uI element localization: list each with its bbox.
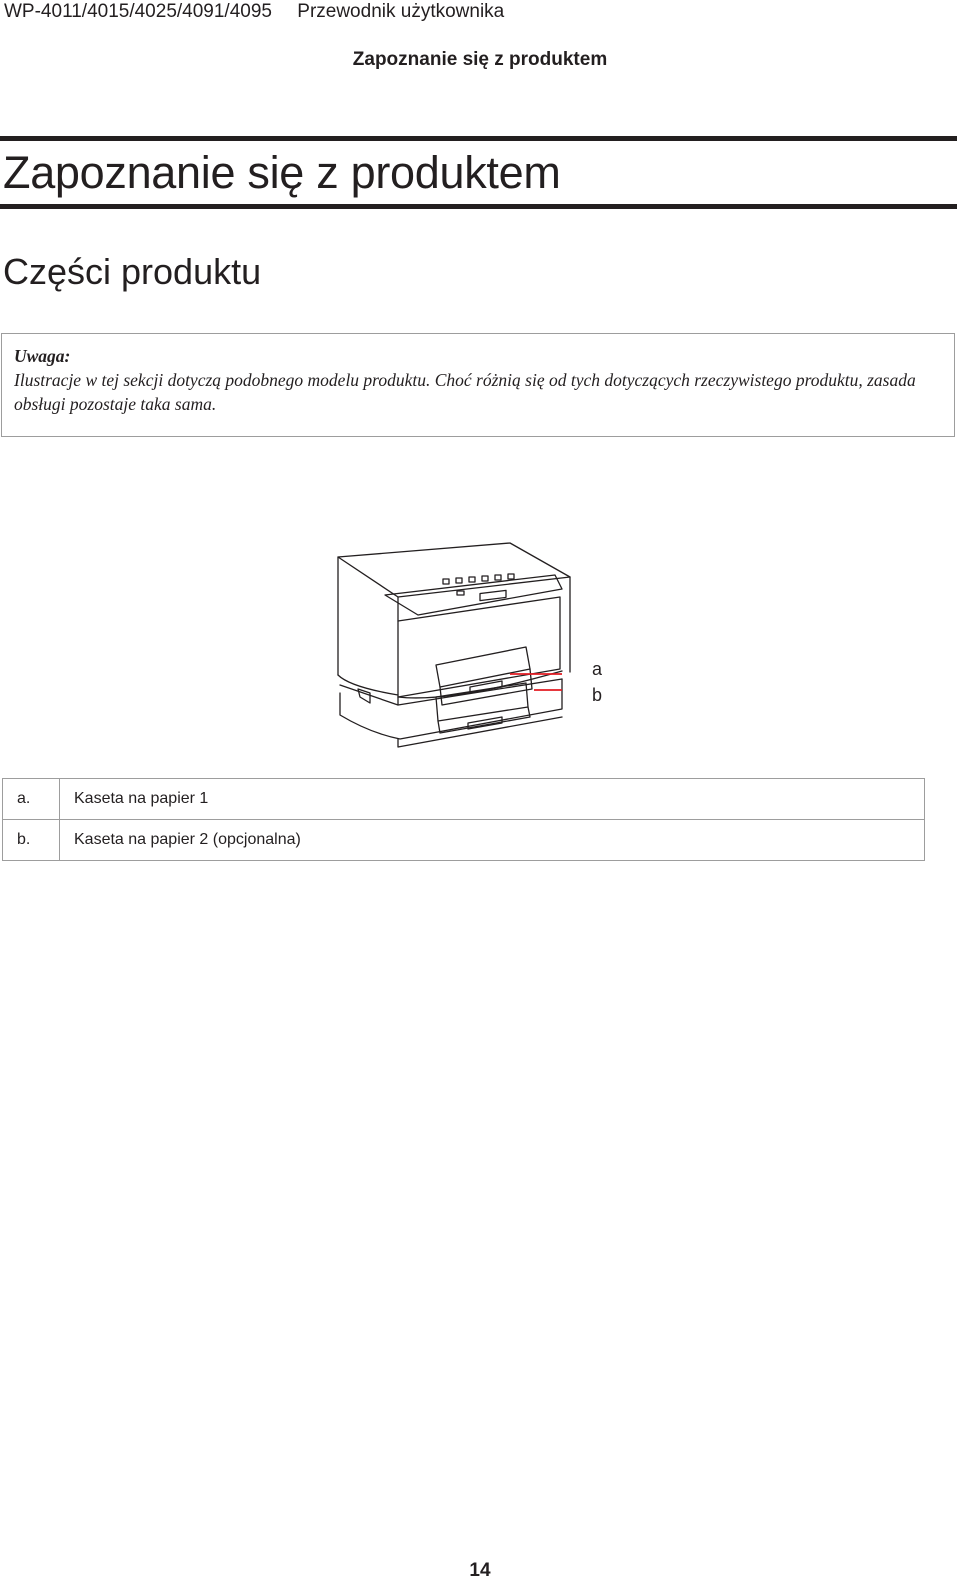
- page-number: 14: [469, 1560, 491, 1581]
- running-title: Zapoznanie się z produktem: [352, 49, 608, 70]
- part-letter: b.: [3, 820, 60, 861]
- note-label: Uwaga:: [14, 346, 71, 366]
- model-name: WP-4011/4015/4025/4091/4095: [4, 1, 272, 22]
- guide-name: Przewodnik użytkownika: [297, 1, 505, 22]
- note-box: [1, 333, 955, 437]
- part-name: Kaseta na papier 2 (opcjonalna): [60, 820, 925, 861]
- note-text: Ilustracje w tej sekcji dotyczą podobnego modelu produktu. Choć różnią się od tych dotyczących rzeczywistego produktu, zasada obsługi pozostaje taka sama.: [14, 370, 916, 414]
- chapter-title: Zapoznanie się z produktem: [3, 147, 561, 198]
- section-title: Części produktu: [3, 251, 262, 292]
- table-row: [3, 779, 925, 820]
- chapter-rule-top: [0, 136, 957, 141]
- part-letter: a.: [3, 779, 60, 820]
- chapter-rule-bottom: [0, 204, 957, 209]
- printer-illustration: [330, 537, 630, 757]
- parts-table: [2, 778, 925, 861]
- callout-label-a: a: [592, 659, 603, 679]
- part-name: Kaseta na papier 1: [60, 779, 925, 820]
- table-row: [3, 820, 925, 861]
- document-header: [4, 0, 504, 24]
- callout-label-b: b: [592, 685, 603, 705]
